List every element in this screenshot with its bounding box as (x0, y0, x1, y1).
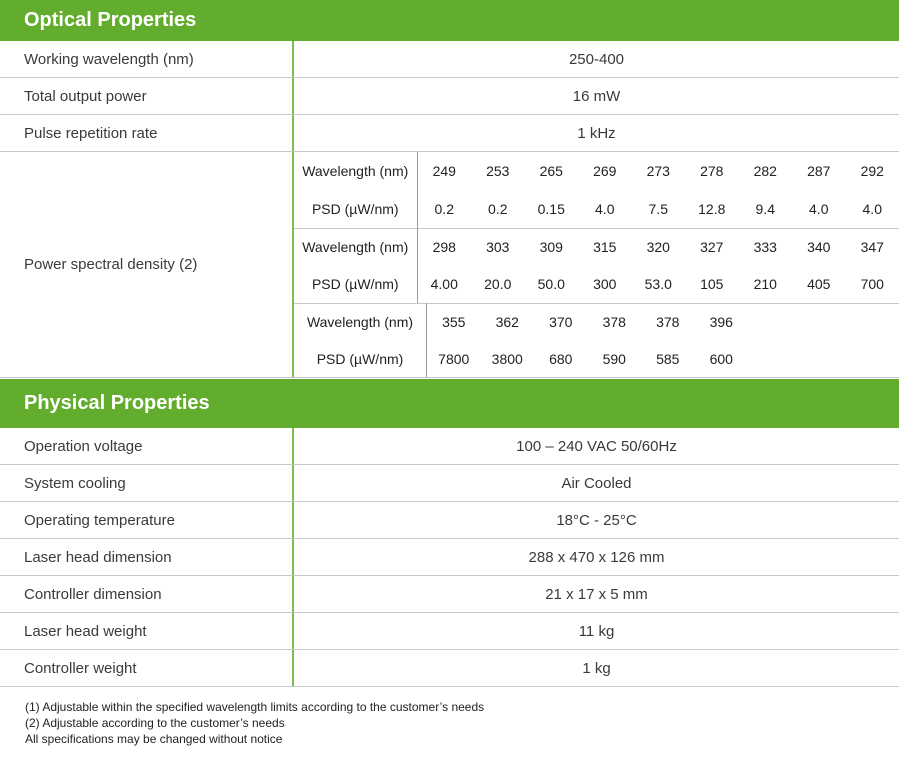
psd-cell: 3800 (491, 350, 523, 367)
psd-cell: 253 (486, 163, 510, 179)
spec-row-laser-head-dimension (0, 539, 899, 576)
spec-row-working-wavelength (0, 41, 899, 78)
psd-wavelength-values (427, 303, 899, 340)
spec-label: Total output power (0, 78, 294, 114)
spec-value: 16 mW (572, 87, 621, 105)
footnote-2: (2) Adjustable according to the customer’s needs (25, 716, 285, 730)
psd-cell: 405 (807, 276, 831, 293)
spec-row-operation-voltage (0, 428, 899, 465)
spec-row-total-output-power (0, 78, 899, 115)
spec-value: 18°C - 25°C (556, 511, 637, 529)
psd-density-values (418, 266, 899, 304)
footnote-1: (1) Adjustable within the specified wavelength limits according to the customer’s needs (25, 700, 485, 714)
psd-cell: 9.4 (755, 201, 775, 217)
spec-label: Working wavelength (nm) (0, 41, 294, 77)
psd-cell: 362 (495, 313, 519, 330)
psd-value-label: PSD (µW/nm) (311, 201, 399, 217)
psd-cell: 0.15 (537, 201, 565, 217)
psd-cell: 315 (593, 238, 617, 255)
spec-label: Controller dimension (0, 576, 294, 612)
psd-cell: 292 (860, 163, 884, 179)
optical-properties-header (0, 0, 899, 41)
psd-cell: 309 (539, 238, 563, 255)
psd-cell: 4.0 (595, 201, 615, 217)
psd-cell: 303 (486, 238, 510, 255)
psd-value-label: PSD (µW/nm) (316, 350, 404, 367)
psd-cell: 590 (602, 350, 626, 367)
psd-group (294, 152, 899, 229)
psd-cell: 269 (593, 163, 617, 179)
psd-wavelength-values (418, 228, 899, 266)
physical-properties-title: Physical Properties (24, 392, 210, 414)
psd-cell: 7800 (438, 350, 470, 367)
psd-cell: 50.0 (537, 276, 565, 293)
psd-wavelength-values (418, 152, 899, 190)
spec-value: 250-400 (568, 50, 625, 68)
psd-density-values (418, 190, 899, 228)
psd-cell: 4.0 (809, 201, 829, 217)
psd-group (294, 228, 899, 304)
footnote-disclaimer: All specifications may be changed without notice (25, 732, 283, 746)
footnotes (25, 699, 484, 747)
psd-cell: 700 (860, 276, 884, 293)
psd-cell: 12.8 (698, 201, 726, 217)
spec-label: Controller weight (0, 650, 294, 686)
psd-cell: 53.0 (644, 276, 672, 293)
psd-cell: 105 (700, 276, 724, 293)
spec-value: 100 – 240 VAC 50/60Hz (516, 437, 677, 455)
psd-cell: 378 (656, 313, 680, 330)
psd-cell: 265 (539, 163, 563, 179)
psd-density-values (427, 340, 899, 377)
spec-label: Laser head dimension (0, 539, 294, 575)
psd-cell: 340 (807, 238, 831, 255)
spec-label: System cooling (0, 465, 294, 501)
spec-row-operating-temperature (0, 502, 899, 539)
psd-cell: 0.2 (488, 201, 508, 217)
psd-cell: 320 (646, 238, 670, 255)
psd-cell: 249 (432, 163, 456, 179)
spec-value: 288 x 470 x 126 mm (528, 548, 665, 566)
psd-cell: 370 (549, 313, 573, 330)
psd-group (294, 303, 899, 377)
psd-wavelength-label: Wavelength (nm) (306, 313, 414, 330)
spec-row-controller-dimension (0, 576, 899, 613)
psd-cell: 327 (700, 238, 724, 255)
spec-value: 1 kg (582, 659, 611, 677)
psd-wavelength-label: Wavelength (nm) (302, 238, 409, 255)
psd-wavelength-label: Wavelength (nm) (302, 163, 409, 179)
psd-cell: 4.0 (862, 201, 882, 217)
spec-label: Pulse repetition rate (0, 115, 294, 151)
optical-properties-title: Optical Properties (24, 9, 197, 31)
psd-cell: 278 (700, 163, 724, 179)
spec-label: Operation voltage (0, 428, 294, 464)
spec-value: 11 kg (578, 622, 615, 640)
psd-cell: 347 (860, 238, 884, 255)
psd-cell: 282 (753, 163, 777, 179)
spec-value: 21 x 17 x 5 mm (545, 585, 648, 603)
spec-row-laser-head-weight (0, 613, 899, 650)
psd-cell: 210 (753, 276, 777, 293)
psd-cell: 20.0 (484, 276, 512, 293)
spec-label: Power spectral density (2) (0, 152, 294, 377)
spec-row-pulse-repetition-rate (0, 115, 899, 152)
spec-row-system-cooling (0, 465, 899, 502)
psd-cell: 680 (549, 350, 573, 367)
psd-cell: 4.00 (430, 276, 458, 293)
spec-label: Operating temperature (0, 502, 294, 538)
spec-label: Laser head weight (0, 613, 294, 649)
spec-value: Air Cooled (561, 474, 632, 492)
psd-cell: 585 (656, 350, 680, 367)
spec-value: 1 kHz (577, 124, 616, 142)
spec-row-power-spectral-density (0, 152, 899, 378)
spec-row-controller-weight (0, 650, 899, 687)
psd-cell: 7.5 (648, 201, 668, 217)
psd-cell: 333 (753, 238, 777, 255)
psd-cell: 287 (807, 163, 831, 179)
psd-cell: 378 (602, 313, 626, 330)
psd-table (294, 152, 899, 377)
psd-cell: 355 (442, 313, 466, 330)
psd-cell: 300 (593, 276, 617, 293)
psd-value-label: PSD (µW/nm) (311, 276, 399, 293)
psd-cell: 0.2 (434, 201, 454, 217)
psd-cell: 600 (709, 350, 733, 367)
psd-cell: 273 (646, 163, 670, 179)
physical-properties-header (0, 379, 899, 428)
psd-cell: 298 (432, 238, 456, 255)
psd-cell: 396 (709, 313, 733, 330)
